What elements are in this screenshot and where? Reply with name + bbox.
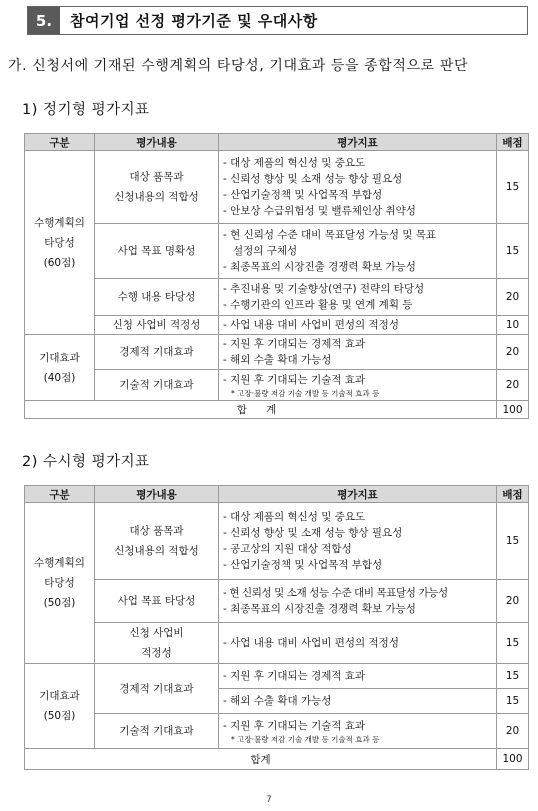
section-title: 참여기업 선정 평가기준 및 우대사항 (70, 12, 318, 30)
evaluation-table-regular (24, 133, 529, 419)
score-cell: 15 (497, 151, 529, 224)
score-cell: 15 (497, 664, 529, 689)
score-cell: 10 (497, 316, 529, 335)
column-header: 구분 (25, 486, 95, 503)
indicator-cell: - 지원 후 기대되는 경제적 효과 - 해외 수출 확대 가능성 (219, 335, 497, 370)
indicator-cell: - 사업 내용 대비 사업비 편성의 적정성 (219, 623, 497, 664)
table-row (25, 151, 529, 224)
column-header: 구분 (25, 134, 95, 151)
item-cell: 경제적 기대효과 (95, 664, 219, 714)
category-cell: 기대효과 (40점) (25, 335, 95, 401)
table-row (25, 503, 529, 580)
item-cell: 기술적 기대효과 (95, 370, 219, 401)
evaluation-table-occasional (24, 485, 529, 770)
page-number: 7 (266, 795, 272, 805)
intro-text: 가. 신청서에 기재된 수행계획의 타당성, 기대효과 등을 종합적으로 판단 (8, 58, 469, 74)
indicator-cell: - 지원 후 기대되는 기술적 효과 * 고장·불량 저감 기술 개발 등 기술적 효과 등 (219, 714, 497, 749)
score-cell: 15 (497, 689, 529, 714)
column-header: 평가지표 (219, 486, 497, 503)
indicator-cell: - 지원 후 기대되는 기술적 효과 * 고장·불량 저감 기술 개발 등 기술적 효과 등 (219, 370, 497, 401)
item-cell: 신청 사업비 적정성 (95, 316, 219, 335)
section-number: 5. (28, 7, 60, 34)
table-row (25, 664, 529, 689)
table-row (25, 279, 529, 316)
total-label: 합 계 (25, 401, 497, 419)
total-row (25, 749, 529, 770)
table-row (25, 370, 529, 401)
indicator-cell: - 지원 후 기대되는 경제적 효과 (219, 664, 497, 689)
table-row (25, 335, 529, 370)
item-cell: 대상 품목과 신청내용의 적합성 (95, 151, 219, 224)
category-cell: 수행계획의 타당성 (50점) (25, 503, 95, 664)
total-score: 100 (497, 749, 529, 770)
table-header-row (25, 486, 529, 503)
score-cell: 20 (497, 580, 529, 623)
indicator-cell: - 대상 제품의 혁신성 및 중요도 - 신뢰성 향상 및 소재 성능 향상 필요성 - 공고상의 지원 대상 적합성 - 산업기술정책 및 사업목적 부합성 (219, 503, 497, 580)
total-row (25, 401, 529, 419)
item-cell: 사업 목표 타당성 (95, 580, 219, 623)
indicator-cell: - 추진내용 및 기술향상(연구) 전략의 타당성 - 수행기관의 인프라 활용 및 연계 계획 등 (219, 279, 497, 316)
score-cell: 15 (497, 224, 529, 279)
table-row (25, 623, 529, 664)
table1-heading: 1) 정기형 평가지표 (22, 102, 150, 118)
table-row (25, 714, 529, 749)
column-header: 배점 (497, 134, 529, 151)
item-cell: 대상 품목과 신청내용의 적합성 (95, 503, 219, 580)
score-cell: 15 (497, 623, 529, 664)
indicator-cell: - 사업 내용 대비 사업비 편성의 적정성 (219, 316, 497, 335)
indicator-cell: - 현 신뢰성 및 소재 성능 수준 대비 목표달성 가능성 - 최종목표의 시장진출 경쟁력 확보 가능성 (219, 580, 497, 623)
item-cell: 경제적 기대효과 (95, 335, 219, 370)
column-header: 배점 (497, 486, 529, 503)
total-score: 100 (497, 401, 529, 419)
table2-heading: 2) 수시형 평가지표 (22, 454, 150, 470)
category-cell: 수행계획의 타당성 (60점) (25, 151, 95, 335)
item-cell: 수행 내용 타당성 (95, 279, 219, 316)
section-header (27, 6, 528, 35)
indicator-cell: - 대상 제품의 혁신성 및 중요도 - 신뢰성 향상 및 소재 성능 향상 필요성 - 산업기술정책 및 사업목적 부합성 - 안보상 수급위험성 및 밸류체인상 취약성 (219, 151, 497, 224)
indicator-cell: - 해외 수출 확대 가능성 (219, 689, 497, 714)
table-row (25, 316, 529, 335)
column-header: 평가내용 (95, 134, 219, 151)
item-cell: 신청 사업비 적정성 (95, 623, 219, 664)
table-header-row (25, 134, 529, 151)
total-label: 합계 (25, 749, 497, 770)
score-cell: 20 (497, 370, 529, 401)
score-cell: 20 (497, 335, 529, 370)
score-cell: 15 (497, 503, 529, 580)
indicator-cell: - 현 신뢰성 수준 대비 목표달성 가능성 및 목표 설정의 구체성 - 최종목표의 시장진출 경쟁력 확보 가능성 (219, 224, 497, 279)
score-cell: 20 (497, 279, 529, 316)
score-cell: 20 (497, 714, 529, 749)
column-header: 평가지표 (219, 134, 497, 151)
column-header: 평가내용 (95, 486, 219, 503)
table-row (25, 580, 529, 623)
item-cell: 사업 목표 명확성 (95, 224, 219, 279)
item-cell: 기술적 기대효과 (95, 714, 219, 749)
table-row (25, 224, 529, 279)
category-cell: 기대효과 (50점) (25, 664, 95, 749)
